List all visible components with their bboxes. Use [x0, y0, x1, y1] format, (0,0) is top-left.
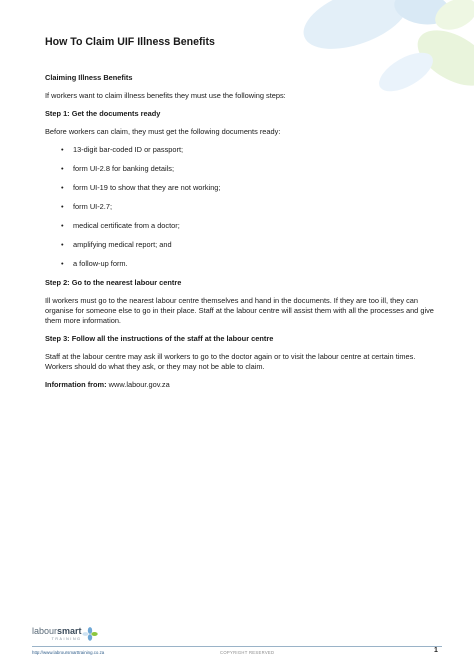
intro-paragraph: If workers want to claim illness benefits they must use the following steps: — [45, 91, 286, 100]
list-item: • form UI-2.7; — [61, 202, 440, 212]
information-source — [45, 380, 440, 390]
copyright-notice: COPYRIGHT RESERVED — [220, 650, 275, 655]
page-number: 1 — [434, 647, 438, 654]
footer-divider — [32, 646, 442, 647]
section-heading: Claiming Illness Benefits — [45, 73, 133, 82]
footer-url-link[interactable]: http://www.labroursmarttraining.co.za — [32, 650, 105, 655]
logo-subtitle: TRAINING — [51, 637, 82, 641]
step2-paragraph: Ill workers must go to the nearest labour centre themselves and hand in the documents. If they are too ill, they can organise for someone else to go in their place. Staff at the labour centre will assist them with all the processes and give them more information. — [45, 296, 434, 325]
list-item: • a follow-up form. — [61, 259, 440, 269]
list-item: • amplifying medical report; and — [61, 240, 440, 250]
footer-logo — [32, 627, 98, 641]
logo-flower-icon — [82, 627, 98, 641]
logo-word-labour: labour — [32, 626, 58, 636]
list-item: • form UI-19 to show that they are not working; — [61, 183, 440, 193]
step3-heading: Step 3: Follow all the instructions of the staff at the labour centre — [45, 334, 274, 343]
logo-word-smart: smart — [57, 626, 82, 636]
list-item: • form UI-2.8 for banking details; — [61, 164, 440, 174]
step3-paragraph: Staff at the labour centre may ask ill workers to go to the doctor again or to visit the labour centre at certain times. Workers should do what they ask, or they may not be able to claim. — [45, 352, 416, 371]
information-label: Information from: — [45, 380, 107, 389]
document-body — [45, 37, 440, 398]
step2-heading: Step 2: Go to the nearest labour centre — [45, 278, 182, 287]
documents-list — [45, 145, 440, 269]
document-title: How To Claim UIF Illness Benefits — [45, 36, 215, 48]
logo-wordmark — [32, 627, 82, 641]
list-item: • medical certificate from a doctor; — [61, 221, 440, 231]
information-link[interactable]: www.labour.gov.za — [108, 380, 170, 389]
step1-heading: Step 1: Get the documents ready — [45, 109, 161, 118]
list-item: • 13-digit bar-coded ID or passport; — [61, 145, 440, 155]
step1-paragraph: Before workers can claim, they must get the following documents ready: — [45, 127, 281, 136]
